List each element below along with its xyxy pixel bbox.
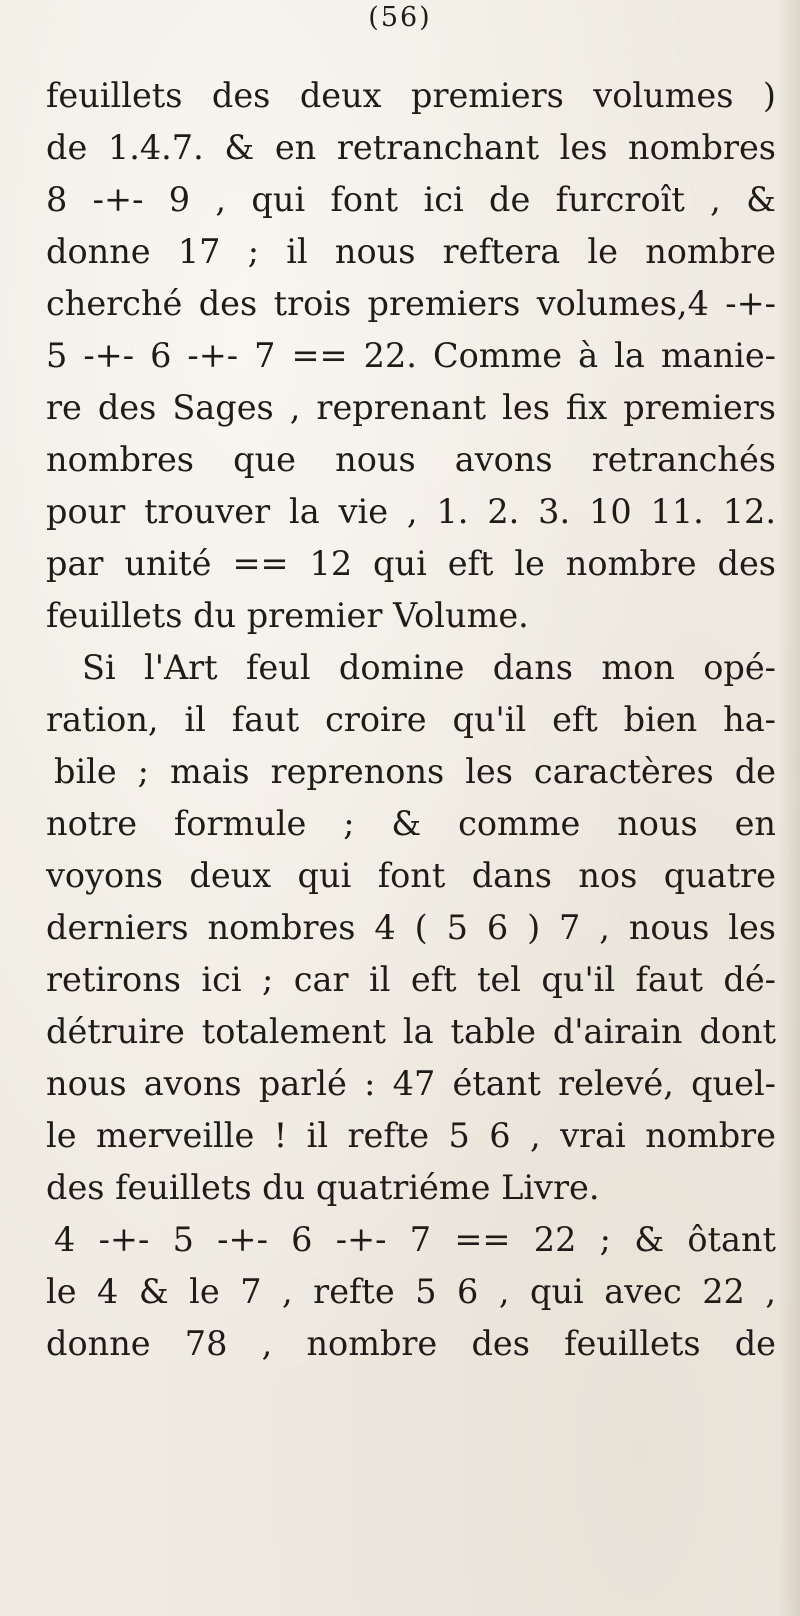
text-line: des feuillets du quatriéme Livre. [46, 1168, 600, 1207]
text-line: nombres que nous avons retranchés [46, 440, 776, 479]
text-line: re des Sages , reprenant les fix premiers [46, 388, 776, 427]
text-line: ration, il faut croire qu'il eft bien ha- [46, 700, 776, 739]
text-line: Si l'Art feul domine dans mon opé- [82, 648, 776, 687]
text-line: nous avons parlé : 47 étant relevé, quel- [46, 1064, 776, 1103]
text-line: 8 -+- 9 , qui font ici de furcroît , & [46, 180, 776, 219]
text-line: feuillets du premier Volume. [46, 596, 529, 635]
page-edge-shadow [778, 0, 800, 1616]
text-line: de 1.4.7. & en retranchant les nombres [46, 128, 776, 167]
text-line: le merveille ! il refte 5 6 , vrai nombre [46, 1116, 776, 1155]
text-line: derniers nombres 4 ( 5 6 ) 7 , nous les [46, 908, 776, 947]
text-line: feuillets des deux premiers volumes ) [46, 76, 776, 115]
text-line: voyons deux qui font dans nos quatre [46, 856, 776, 895]
text-line: retirons ici ; car il eft tel qu'il faut dé- [46, 960, 776, 999]
text-line: cherché des trois premiers volumes,4 -+- [46, 284, 776, 323]
text-line: 4 -+- 5 -+- 6 -+- 7 == 22 ; & ôtant [54, 1220, 776, 1259]
text-line: donne 78 , nombre des feuillets de [46, 1324, 776, 1363]
text-line: donne 17 ; il nous reftera le nombre [46, 232, 776, 271]
text-line: détruire totalement la table d'airain dont [46, 1012, 776, 1051]
text-line: le 4 & le 7 , refte 5 6 , qui avec 22 , [46, 1272, 776, 1311]
text-line: par unité == 12 qui eft le nombre des [46, 544, 776, 583]
text-line: notre formule ; & comme nous en [46, 804, 776, 843]
page-number: (56) [368, 2, 432, 33]
text-line: bile ; mais reprenons les caractères de [54, 752, 776, 791]
text-line: 5 -+- 6 -+- 7 == 22. Comme à la manie- [46, 336, 776, 375]
text-line: pour trouver la vie , 1. 2. 3. 10 11. 12. [46, 492, 776, 531]
body-text [46, 70, 776, 1370]
